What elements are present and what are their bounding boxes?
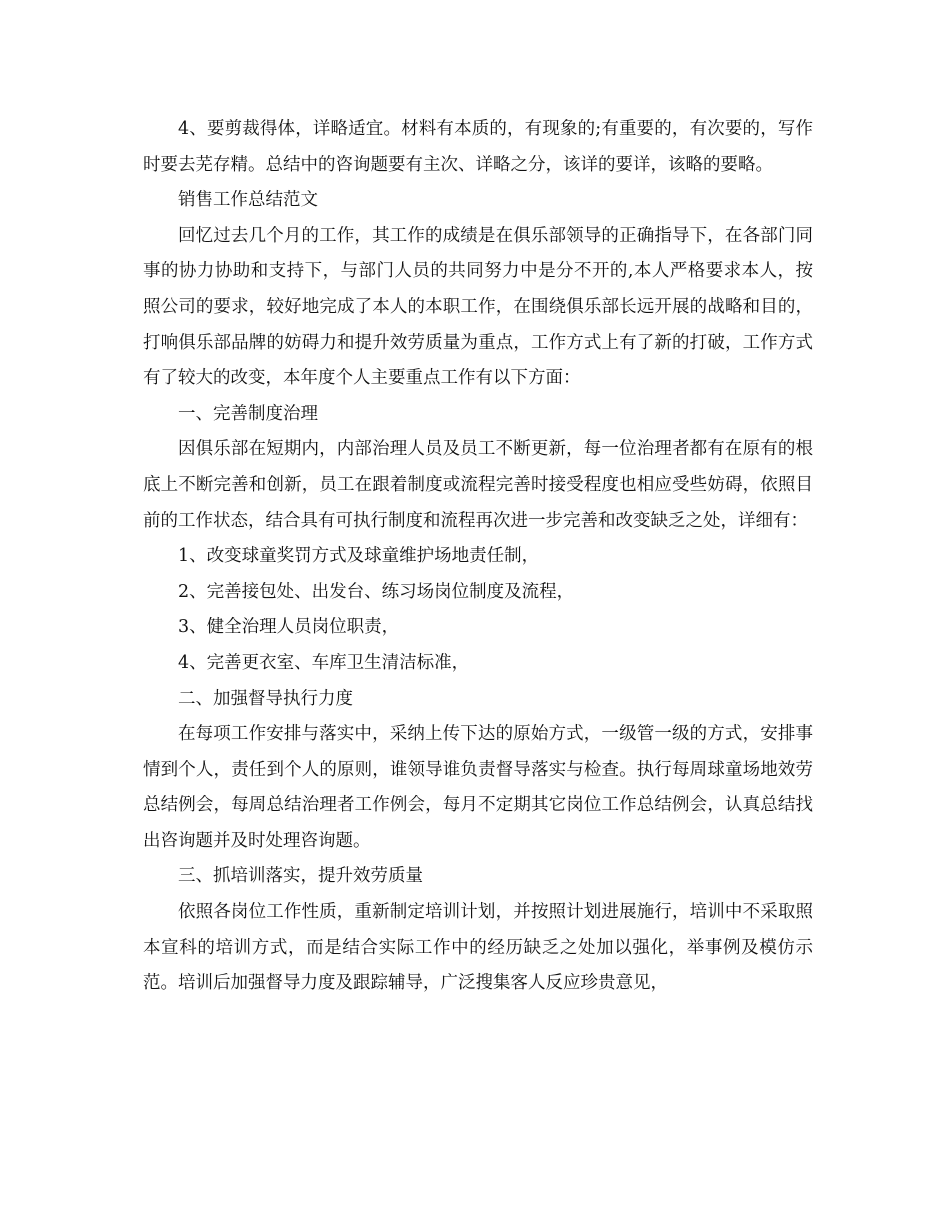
heading-section-1: 一、完善制度治理 [178, 403, 318, 424]
paragraph-section-2: 在每项工作安排与落实中，采纳上传下达的原始方式，一级管一级的方式，安排事情到个人，责任到个人的原则，谁领导谁负责督导落实与检查。执行每周球童场地效劳总结例会，每周总结治理者工作例会，每月不定期其它岗位工作总结例会，认真总结找出咨询题并及时处理咨询题。 [143, 724, 813, 851]
paragraph-review: 回忆过去几个月的工作，其工作的成绩是在俱乐部领导的正确指导下，在各部门同事的协力协助和支持下，与部门人员的共同努力中是分不开的,本人严格要求本人，按照公司的要求，较好地完成了本人的本职工作，在围绕俱乐部长远开展的战略和目的，打响俱乐部品牌的妨碍力和提升效劳质量为重点，工作方式上有了新的打破，工作方式有了较大的改变，本年度个人主要重点工作有以下方面： [143, 225, 813, 389]
paragraph-summary-tip-4: 4、要剪裁得体，详略适宜。材料有本质的，有现象的;有重要的，有次要的，写作时要去芜存精。总结中的咨询题要有主次、详略之分，该详的要详，该略的要略。 [143, 119, 813, 175]
heading-section-2: 二、加强督导执行力度 [178, 688, 353, 709]
list-item-1: 1、改变球童奖罚方式及球童维护场地责任制， [178, 546, 540, 567]
list-item-4: 4、完善更衣室、车库卫生清洁标准， [178, 652, 470, 673]
paragraph-section-1: 因俱乐部在短期内，内部治理人员及员工不断更新，每一位治理者都有在原有的根底上不断完善和创新，员工在跟着制度或流程完善时接受程度也相应受些妨碍，依照目前的工作状态，结合具有可执行制度和流程再次进一步完善和改变缺乏之处，详细有： [143, 439, 813, 531]
heading-sales-summary: 销售工作总结范文 [178, 190, 318, 211]
paragraph-section-3: 依照各岗位工作性质，重新制定培训计划，并按照计划进展施行，培训中不采取照本宣科的培训方式，而是结合实际工作中的经历缺乏之处加以强化，举事例及模仿示范。培训后加强督导力度及跟踪辅导，广泛搜集客人反应珍贵意见， [143, 902, 813, 994]
document-body [143, 112, 813, 1002]
list-item-3: 3、健全治理人员岗位职责， [178, 617, 400, 638]
list-item-2: 2、完善接包处、出发台、练习场岗位制度及流程， [178, 581, 575, 602]
heading-section-3: 三、抓培训落实，提升效劳质量 [178, 866, 423, 887]
